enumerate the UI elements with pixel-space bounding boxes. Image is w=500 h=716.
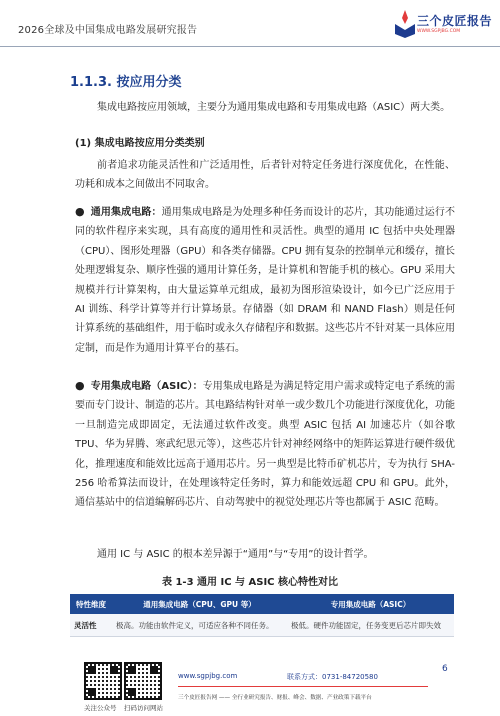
footer-description: 三个皮匠报告网 —— 全行业研究报告、财报、峰会、数据、产业政策下载平台	[178, 695, 372, 701]
footer-divider	[178, 686, 428, 687]
footer-contact: 联系方式：0731-84720580	[287, 673, 378, 681]
table-cell: 灵活性	[70, 614, 112, 637]
table-cell: 极低。硬件功能固定，任务变更后芯片即失效	[287, 614, 454, 637]
table-header-row	[70, 594, 454, 614]
brand-logo	[393, 10, 493, 42]
header-divider	[0, 46, 500, 47]
table-cell: 极高。功能由软件定义，可适应各种不同任务。	[112, 614, 287, 637]
table-row	[70, 614, 454, 637]
intro-paragraph: 集成电路按应用领域，主要分为通用集成电路和专用集成电路（ASIC）两大类。	[97, 102, 451, 113]
page-header	[0, 0, 500, 52]
bullet-icon: ●	[75, 379, 85, 392]
qr-label-wechat: 关注公众号	[84, 704, 117, 712]
comparison-table	[70, 594, 454, 637]
paragraph-tradeoff: 前者追求功能灵活性和广泛适用性，后者针对特定任务进行深度优化，在性能、功耗和成本之间做出不同取舍。	[75, 160, 455, 191]
table-header-cell: 通用集成电路（CPU、GPU 等）	[112, 594, 287, 614]
bullet-icon: ●	[75, 205, 85, 218]
qr-label-website: 扫码访问网站	[124, 704, 163, 712]
footer-website[interactable]: www.sgpjbg.com	[178, 672, 238, 680]
asic-paragraph	[75, 376, 455, 513]
table-header-cell: 专用集成电路（ASIC）	[287, 594, 454, 614]
conclusion-paragraph: 通用 IC 与 ASIC 的根本差异源于“通用”与“专用”的设计哲学。	[97, 549, 374, 560]
page-number: 6	[442, 664, 448, 674]
report-title: 2026全球及中国集成电路发展研究报告	[18, 25, 198, 36]
general-ic-body: 通用集成电路是为处理多种任务而设计的芯片，其功能通过运行不同的软件程序来实现，具有高度的通用性和灵活性。典型的通用 IC 包括中央处理器（CPU）、图形处理器（GPU）和各类存储器。CPU 拥有复杂的控制单元和缓存，擅长处理逻辑复杂、顺序性强的通用计算任务，是计算机和智能手机的核心。GPU 采用大规模并行计算架构，由大量运算单元组成，最初为图形渲染设计，如今已广泛应用于 AI 训练、科学计算等并行计算场景。存储器（如 DRAM 和 NAND Flash）则是任何计算系统的基础组件，用于临时或永久存储程序和数据。这些芯片不针对某一具体应用定制，而是作为通用计算平台的基石。	[75, 207, 456, 354]
general-ic-label: 通用集成电路：	[90, 207, 162, 218]
table-title: 表 1-3 通用 IC 与 ASIC 核心特性对比	[161, 577, 338, 588]
logo-name: 三个皮匠报告	[417, 14, 493, 28]
table-header-cell: 特性维度	[70, 594, 112, 614]
subheading: (1) 集成电路按应用分类类别	[75, 138, 205, 149]
logo-url: WWW.SGPJBG.COM	[417, 29, 461, 34]
asic-body: 专用集成电路是为满足特定用户需求或特定电子系统的需要而专门设计、制造的芯片。其电路结构针对单一或少数几个功能进行深度优化，功能一旦制造完成即固定，无法通过软件改变。典型 ASIC 包括 AI 加速芯片（如谷歌 TPU、华为昇腾、寒武纪思元等），这些芯片针对神经网络中的矩阵运算进行硬件级优化，推理速度和能效比远高于通用芯片。另一典型是比特币矿机芯片，专为执行 SHA-256 哈希算法而设计，在处理该特定任务时，算力和能效远超 CPU 和 GPU。此外，通信基站中的信道编解码芯片、自动驾驶中的视觉处理芯片等也都属于 ASIC 范畴。	[75, 381, 455, 509]
asic-label: 专用集成电路（ASIC）：	[90, 381, 203, 392]
general-ic-paragraph	[75, 202, 455, 358]
wechat-qr-code	[84, 662, 122, 700]
book-logo-icon	[393, 10, 417, 38]
section-title: 1.1.3. 按应用分类	[70, 75, 182, 90]
website-qr-code	[124, 662, 162, 700]
